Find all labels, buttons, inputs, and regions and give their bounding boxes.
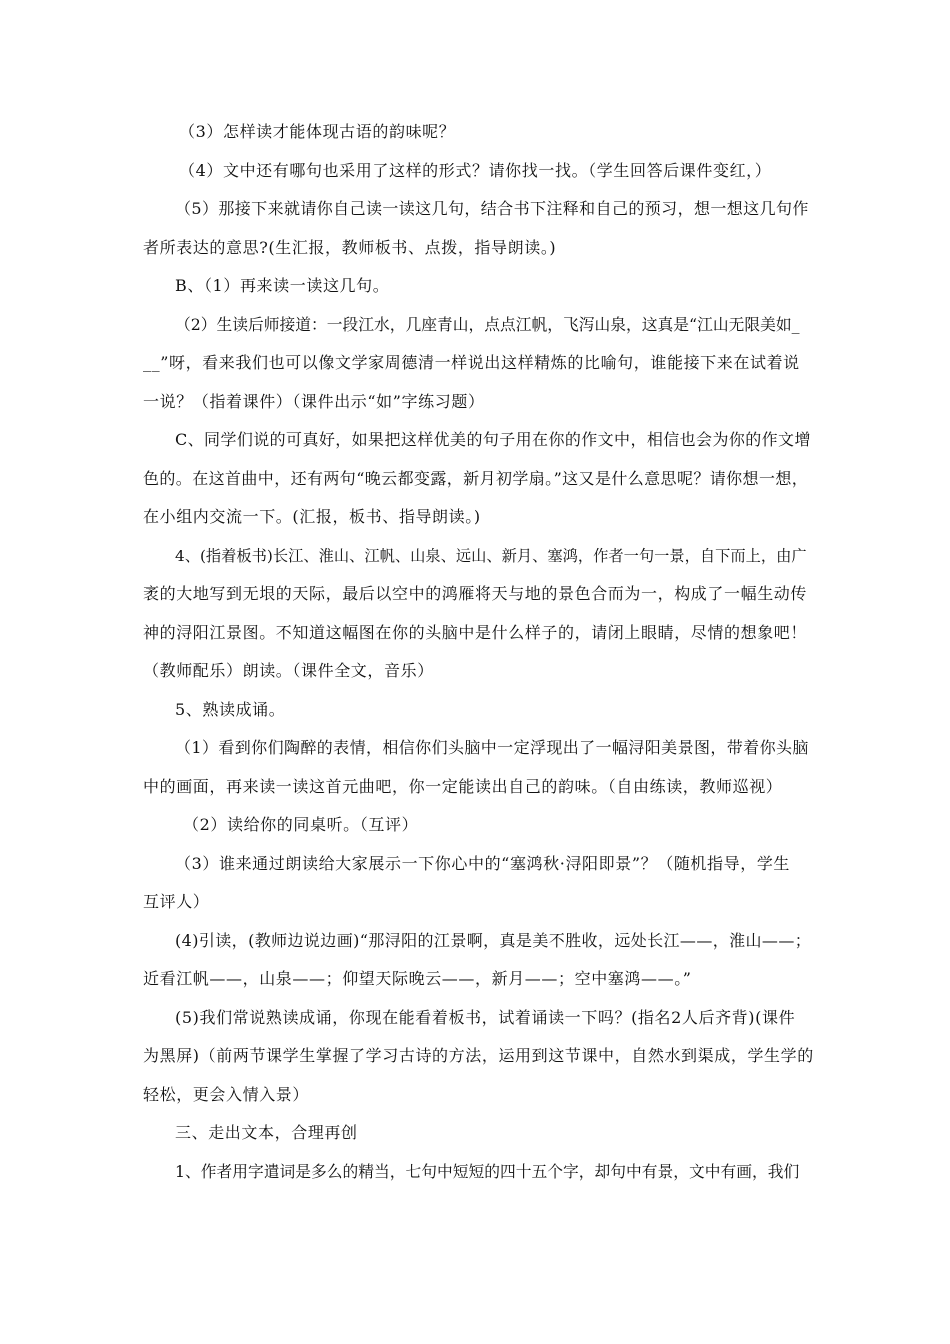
text-line: 在小组内交流一下。(汇报，板书、指导朗读。) [143, 507, 481, 526]
text-line: 4、(指着板书)长江、淮山、江帆、山泉、远山、新月、塞鸿，作者一句一景，自下而上，由广 [175, 546, 807, 565]
text-line: 者所表达的意思?(生汇报，教师板书、点拨，指导朗读。) [143, 237, 557, 257]
text-line: C、同学们说的可真好，如果把这样优美的句子用在你的作文中，相信也会为你的作文增 [175, 430, 811, 449]
text-line: __”呀，看来我们也可以像文学家周德清一样说出这样精炼的比喻句，谁能接下来在试着说 [143, 353, 800, 372]
text-line: （教师配乐）朗读。（课件全文，音乐） [143, 661, 434, 680]
text-line: 互评人） [143, 892, 210, 911]
text-line: （4）文中还有哪句也采用了这样的形式？请你找一找。（学生回答后课件变红，） [179, 160, 772, 180]
text-line: B、（1）再来读一读这几句。 [175, 276, 390, 295]
text-line: 袤的大地写到无垠的天际，最后以空中的鸿雁将天与地的景色合而为一，构成了一幅生动传 [143, 584, 808, 603]
text-line: 神的浔阳江景图。不知道这幅图在你的头脑中是什么样子的，请闭上眼睛，尽情的想象吧！ [143, 622, 808, 642]
text-line: （2）生读后师接道：一段江水，几座青山，点点江帆，飞泻山泉，这真是“江山无限美如_ [175, 314, 800, 334]
text-line: 1、作者用字遣词是多么的精当，七句中短短的四十五个字，却句中有景，文中有画，我们 [175, 1161, 800, 1181]
text-line: （3）怎样读才能体现古语的韵味呢？ [179, 122, 456, 141]
text-line: （5）那接下来就请你自己读一读这几句，结合书下注释和自己的预习，想一想这几句作 [175, 199, 809, 218]
document-body [143, 120, 815, 1184]
text-line: （2）读给你的同桌听。（互评） [183, 815, 419, 834]
text-line: 一说？（指着课件）（课件出示“如”字练习题） [143, 391, 485, 411]
text-line: 中的画面，再来读一读这首元曲吧，你一定能读出自己的韵味。（自由练读，教师巡视） [143, 776, 783, 796]
text-line: （3）谁来通过朗读给大家展示一下你心中的“塞鸿秋·浔阳即景”？（随机指导，学生 [175, 853, 791, 873]
text-line: 5、熟读成诵。 [175, 699, 286, 719]
text-line: 三、走出文本，合理再创 [175, 1123, 358, 1142]
text-line: （1）看到你们陶醉的表情，相信你们头脑中一定浮现出了一幅浔阳美景图，带着你头脑 [175, 738, 809, 757]
text-line: 近看江帆——，山泉——；仰望天际晚云——，新月——；空中塞鸿——。” [143, 969, 692, 988]
text-line: (4)引读，(教师边说边画)“那浔阳的江景啊，真是美不胜收，远处长江——，淮山——； [175, 930, 812, 950]
text-line: (5)我们常说熟读成诵，你现在能看着板书，试着诵读一下吗？(指名2人后齐背)(课件 [175, 1007, 796, 1027]
text-line: 色的。在这首曲中，还有两句“晚云都变露，新月初学扇。”这又是什么意思呢？请你想一想， [143, 468, 809, 488]
text-line: 为黑屏)（前两节课学生掌握了学习古诗的方法，运用到这节课中，自然水到渠成，学生学的 [143, 1046, 814, 1065]
text-line: 轻松，更会入情入景） [143, 1084, 310, 1104]
